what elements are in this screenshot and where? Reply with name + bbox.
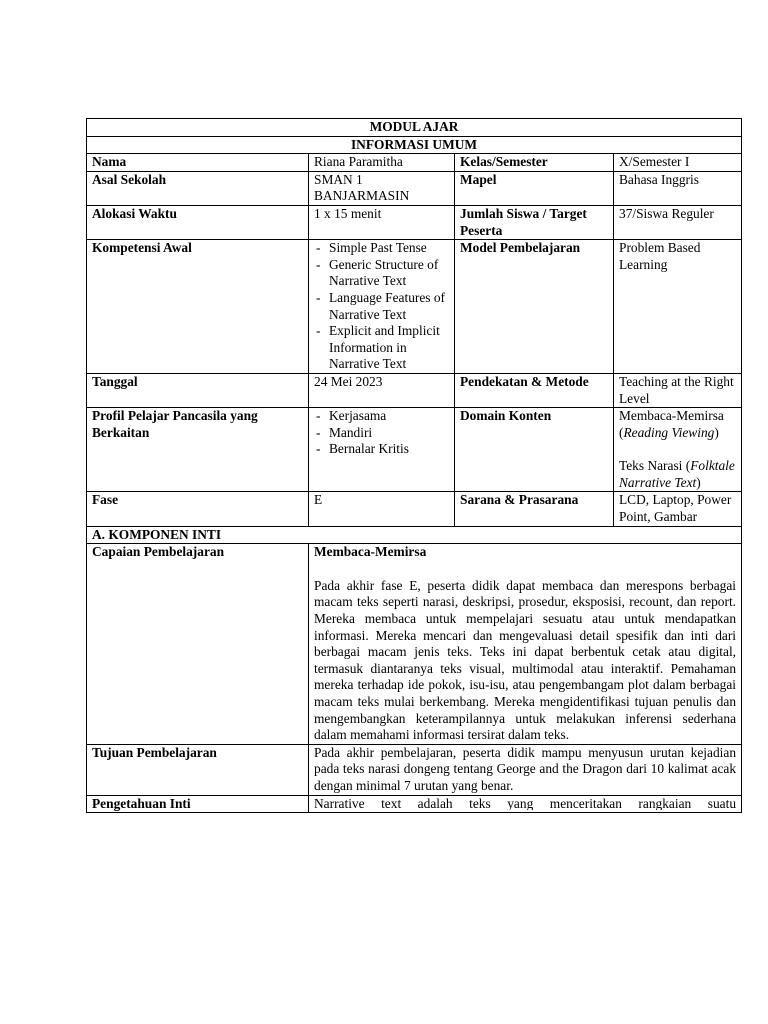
nama-label: Nama — [87, 154, 309, 172]
pengetahuan-cell — [309, 795, 742, 813]
list-item: - Bernalar Kritis — [314, 441, 449, 458]
table-row — [87, 795, 742, 813]
kompetensi-label: Kompetensi Awal — [87, 240, 309, 374]
profil-list — [314, 408, 449, 458]
domain-line-1-italic: Reading Viewing — [623, 424, 715, 440]
sekolah-label: Asal Sekolah — [87, 171, 309, 205]
domain-line-1-open: ( — [619, 424, 624, 440]
table-row — [87, 408, 742, 492]
title-row — [87, 119, 742, 137]
list-item: - Generic Structure of Narrative Text — [314, 257, 449, 290]
kelas-value: X/Semester I — [614, 154, 742, 172]
fase-value: E — [309, 492, 455, 526]
table-row — [87, 544, 742, 745]
kelas-label: Kelas/Semester — [455, 154, 614, 172]
pengetahuan-text: Narrative text adalah teks yang menceritakan rangkaian suatu — [314, 795, 737, 810]
domain-line-1 — [619, 408, 736, 441]
sarana-label: Sarana & Prasarana — [455, 492, 614, 526]
sarana-value: LCD, Laptop, Power Point, Gambar — [614, 492, 742, 526]
alokasi-value: 1 x 15 menit — [309, 205, 455, 239]
spacer — [619, 441, 736, 458]
list-item: - Explicit and Implicit Information in Narrative Text — [314, 323, 449, 373]
document-title: MODUL AJAR — [87, 119, 742, 137]
profil-list-cell — [309, 408, 455, 492]
fase-label: Fase — [87, 492, 309, 526]
table-row — [87, 205, 742, 239]
capaian-label: Capaian Pembelajaran — [87, 544, 309, 745]
list-item: - Kerjasama — [314, 408, 449, 425]
table-row — [87, 492, 742, 526]
domain-line-2-text: Teks Narasi — [619, 458, 683, 474]
profil-label: Profil Pelajar Pancasila yang Berkaitan — [87, 408, 309, 492]
nama-value: Riana Paramitha — [309, 154, 455, 172]
kompetensi-list — [314, 240, 449, 373]
list-item: - Language Features of Narrative Text — [314, 290, 449, 323]
domain-line-1-close: ) — [714, 424, 719, 440]
spacer — [314, 561, 736, 578]
table-row — [87, 171, 742, 205]
table-row — [87, 154, 742, 172]
list-item: - Simple Past Tense — [314, 240, 449, 257]
jumlah-value: 37/Siswa Reguler — [614, 205, 742, 239]
section-title-komponen-inti: A. KOMPONEN INTI — [87, 526, 742, 544]
model-value: Problem Based Learning — [614, 240, 742, 374]
domain-label: Domain Konten — [455, 408, 614, 492]
mapel-label: Mapel — [455, 171, 614, 205]
alokasi-label: Alokasi Waktu — [87, 205, 309, 239]
jumlah-label: Jumlah Siswa / Target Peserta — [455, 205, 614, 239]
domain-line-2 — [619, 458, 736, 491]
pengetahuan-label: Pengetahuan Inti — [87, 795, 309, 813]
list-item: - Mandiri — [314, 425, 449, 442]
domain-line-2-italic: Folktale Narrative Text — [619, 458, 735, 490]
pendekatan-label: Pendekatan & Metode — [455, 373, 614, 407]
tujuan-text: Pada akhir pembelajaran, peserta didik mampu menyusun urutan kejadian pada teks narasi dongeng tentang George and the Dragon dari 10 kalimat acak dengan minimal 7 urutan yang benar. — [309, 744, 742, 795]
domain-line-2-close: ) — [696, 474, 701, 490]
domain-value-cell — [614, 408, 742, 492]
domain-line-2-open: ( — [685, 458, 691, 474]
subtitle-row — [87, 136, 742, 154]
pengetahuan-text-clip — [314, 796, 736, 810]
table-row — [87, 744, 742, 795]
capaian-cell — [309, 544, 742, 745]
tanggal-value: 24 Mei 2023 — [309, 373, 455, 407]
domain-line-1-text: Membaca-Memirsa — [619, 408, 724, 424]
tujuan-label: Tujuan Pembelajaran — [87, 744, 309, 795]
tanggal-label: Tanggal — [87, 373, 309, 407]
section-row — [87, 526, 742, 544]
mapel-value: Bahasa Inggris — [614, 171, 742, 205]
capaian-heading: Membaca-Memirsa — [314, 544, 427, 560]
modul-ajar-table — [86, 118, 742, 813]
table-row — [87, 373, 742, 407]
model-label: Model Pembelajaran — [455, 240, 614, 374]
sekolah-value: SMAN 1 BANJARMASIN — [309, 171, 455, 205]
pendekatan-value: Teaching at the Right Level — [614, 373, 742, 407]
table-row — [87, 240, 742, 374]
section-title-informasi-umum: INFORMASI UMUM — [87, 136, 742, 154]
capaian-text: Pada akhir fase E, peserta didik dapat membaca dan merespons berbagai macam teks seperti narasi, deskripsi, prosedur, eksposisi, recount, dan report. Mereka membaca untuk mempelajari sesuatu atau untuk mendapatkan informasi. Mereka mencari dan mengevaluasi detail spesifik dan inti dari berbagai macam jenis teks. Teks ini dapat berbentuk cetak atau digital, termasuk diantaranya teks visual, multimodal atau interaktif. Pemahaman mereka terhadap ide pokok, isu-isu, atau pengembangam plot dalam berbagai macam teks mulai berkembang. Mereka mengidentifikasi tujuan penulis dan mengembangkan keterampilannya untuk melakukan inferensi sederhana dalam memahami informasi tersirat dalam teks. — [314, 577, 737, 743]
kompetensi-list-cell — [309, 240, 455, 374]
